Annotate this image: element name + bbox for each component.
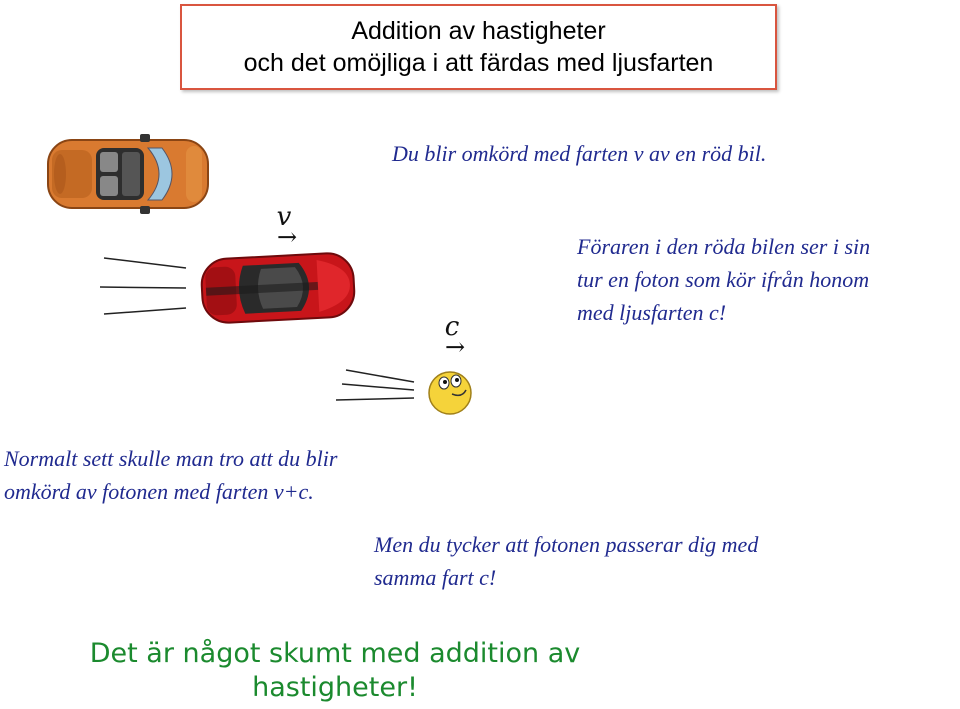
conclusion-line-2: hastigheter! — [252, 672, 418, 703]
driver-text-line-1: Föraren i den röda bilen ser i sin — [577, 234, 871, 259]
c-symbol: c — [444, 312, 460, 342]
normal-expectation-text — [4, 442, 337, 508]
observation-text — [374, 528, 758, 594]
red-car-speed-lines — [100, 258, 186, 314]
photon-smiley — [429, 372, 471, 414]
red-car — [200, 252, 355, 324]
driver-text-line-3: med ljusfarten c! — [577, 300, 727, 325]
observation-text-line-1: Men du tycker att fotonen passerar dig med — [374, 532, 759, 557]
conclusion-line-1: Det är något skumt med addition av — [89, 638, 581, 669]
photon-speed-lines — [336, 370, 414, 400]
title-line-1: Addition av hastigheter — [351, 17, 606, 45]
conclusion-text — [40, 637, 630, 705]
velocity-vector-v — [264, 202, 304, 251]
v-symbol: v — [276, 202, 292, 232]
velocity-vector-c — [432, 312, 472, 361]
normal-text-line-2: omkörd av fotonen med farten v+c. — [4, 479, 314, 504]
driver-text-line-2: tur en foton som kör ifrån honom — [577, 267, 870, 292]
normal-text-line-1: Normalt sett skulle man tro att du blir — [4, 446, 338, 471]
observation-text-line-2: samma fart c! — [374, 565, 497, 590]
overtake-text: Du blir omkörd med farten v av en röd bil. — [392, 141, 767, 166]
v-arrow: → — [276, 223, 298, 251]
c-arrow: → — [444, 333, 466, 361]
orange-car — [48, 134, 208, 214]
title-line-2: och det omöjliga i att färdas med ljusfarten — [243, 49, 714, 77]
driver-text — [577, 230, 870, 329]
